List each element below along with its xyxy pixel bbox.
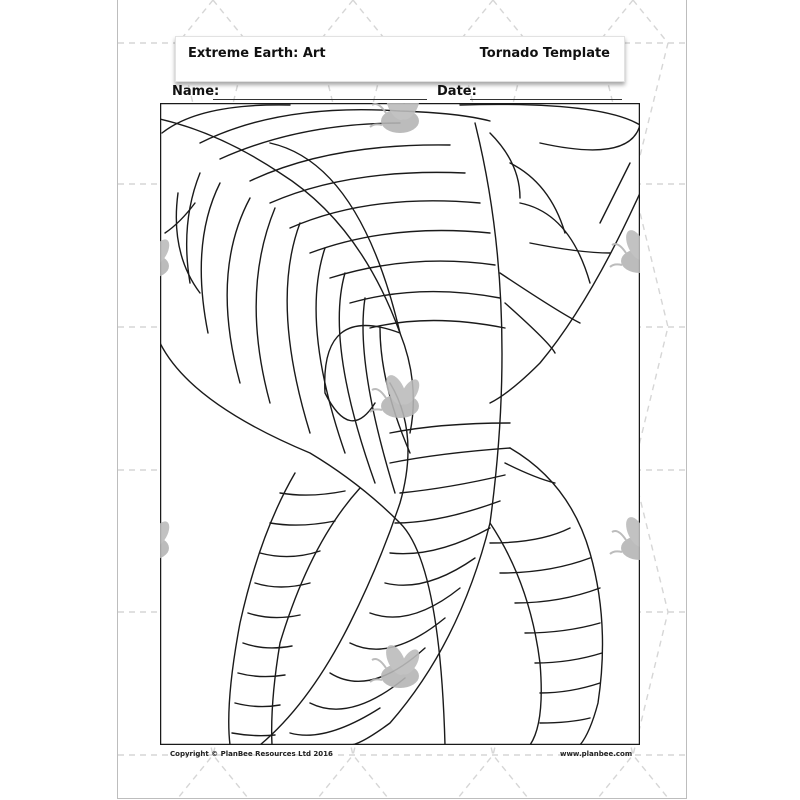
name-field-line[interactable] xyxy=(213,99,427,100)
name-label: Name: xyxy=(172,84,220,99)
copyright-text: Copyright © PlanBee Resources Ltd 2016 xyxy=(170,750,333,758)
drawing-frame xyxy=(161,104,640,745)
tornado-drawing xyxy=(160,103,640,745)
date-field-line[interactable] xyxy=(470,99,622,100)
website-link[interactable]: www.planbee.com xyxy=(560,750,633,758)
date-label: Date: xyxy=(437,84,477,99)
page-title: Extreme Earth: Art xyxy=(188,46,326,61)
template-title: Tornado Template xyxy=(479,46,610,61)
